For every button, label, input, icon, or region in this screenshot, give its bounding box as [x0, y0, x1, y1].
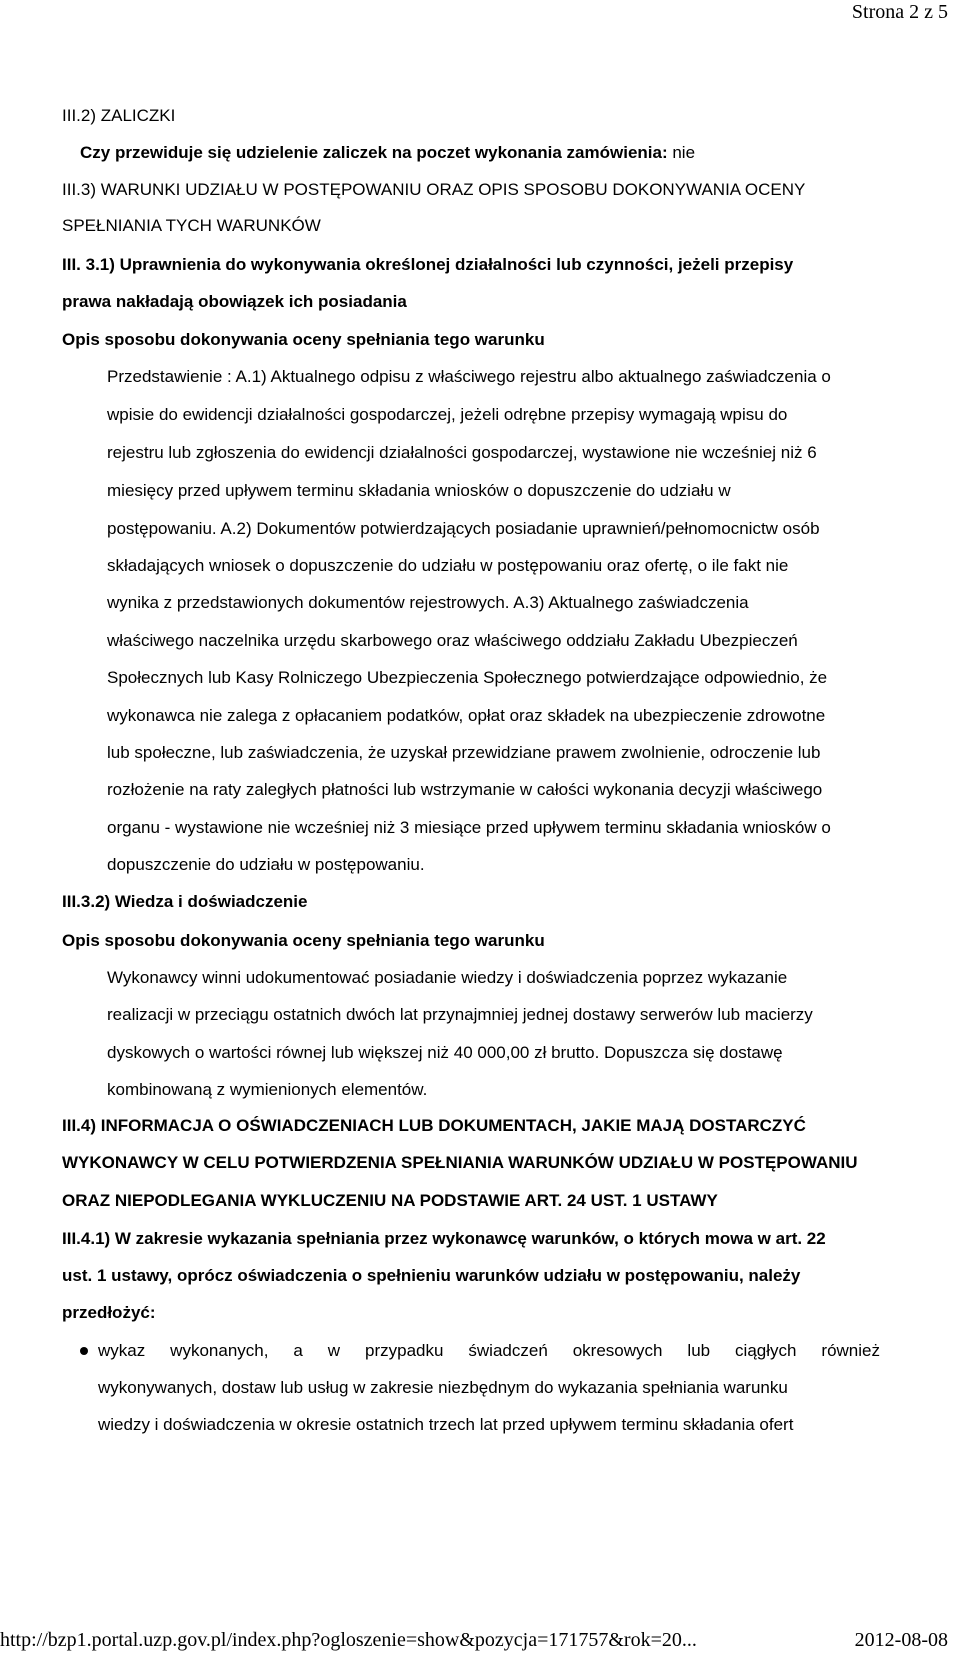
section-heading-warunki-line1: III.3) WARUNKI UDZIAŁU W POSTĘPOWANIU ORAZ OPIS SPOSOBU DOKONYWANIA OCENY	[62, 180, 806, 199]
footer-date: 2012-08-08	[854, 1629, 948, 1651]
section-heading-informacja-line2: WYKONAWCY W CELU POTWIERDZENIA SPEŁNIANIA WARUNKÓW UDZIAŁU W POSTĘPOWANIU	[62, 1153, 858, 1172]
subsection-heading-iii-4-1-line3: przedłożyć:	[62, 1303, 156, 1322]
text-line: postępowaniu. A.2) Dokumentów potwierdzających posiadanie uprawnień/pełnomocnictw osób	[107, 519, 820, 538]
section-heading-informacja-line3: ORAZ NIEPODLEGANIA WYKLUCZENIU NA PODSTAWIE ART. 24 UST. 1 USTAWY	[62, 1191, 718, 1210]
zaliczki-answer: nie	[667, 143, 696, 162]
text-line: Społecznych lub Kasy Rolniczego Ubezpieczenia Społecznego potwierdzające odpowiednio, że	[107, 668, 828, 687]
text-line: rejestru lub zgłoszenia do ewidencji działalności gospodarczej, wystawione nie wcześniej niż 6	[107, 443, 817, 462]
subsection-heading-uprawnienia-line2: prawa nakładają obowiązek ich posiadania	[62, 292, 407, 311]
zaliczki-question-label: Czy przewiduje się udzielenie zaliczek na poczet wykonania zamówienia:	[80, 143, 668, 162]
section-heading-zaliczki: III.2) ZALICZKI	[62, 106, 176, 125]
subsection-heading-wiedza: III.3.2) Wiedza i doświadczenie	[62, 892, 308, 911]
text-line: realizacji w przeciągu ostatnich dwóch lat przynajmniej jednej dostawy serwerów lub macierzy	[107, 1005, 813, 1024]
section-heading-informacja-line1: III.4) INFORMACJA O OŚWIADCZENIACH LUB DOKUMENTACH, JAKIE MAJĄ DOSTARCZYĆ	[62, 1116, 806, 1135]
opis-label-wiedza: Opis sposobu dokonywania oceny spełniania tego warunku	[62, 931, 545, 950]
section-heading-warunki-line2: SPEŁNIANIA TYCH WARUNKÓW	[62, 216, 321, 235]
bullet-dot-icon	[80, 1347, 88, 1355]
bullet-text-line: wiedzy i doświadczenia w okresie ostatnich trzech lat przed upływem terminu składania ofert	[98, 1415, 794, 1434]
text-line: składających wniosek o dopuszczenie do udziału w postępowaniu oraz ofertę, o ile fakt nie	[107, 556, 789, 575]
text-line: dopuszczenie do udziału w postępowaniu.	[107, 855, 425, 874]
zaliczki-question	[80, 143, 695, 163]
bullet-text-line: wykaz wykonanych, a w przypadku świadczeń okresowych lub ciągłych również	[98, 1341, 880, 1360]
text-line: Przedstawienie : A.1) Aktualnego odpisu z właściwego rejestru albo aktualnego zaświadczenia o	[107, 367, 831, 386]
text-line: dyskowych o wartości równej lub większej niż 40 000,00 zł brutto. Dopuszcza się dostawę	[107, 1043, 783, 1062]
subsection-heading-uprawnienia-line1: III. 3.1) Uprawnienia do wykonywania określonej działalności lub czynności, jeżeli przepisy	[62, 255, 794, 274]
text-line: lub społeczne, lub zaświadczenia, że uzyskał przewidziane prawem zwolnienie, odroczenie lub	[107, 743, 821, 762]
text-line: miesięcy przed upływem terminu składania wniosków o dopuszczenie do udziału w	[107, 481, 731, 500]
text-line: właściwego naczelnika urzędu skarbowego oraz właściwego oddziału Zakładu Ubezpieczeń	[107, 631, 798, 650]
text-line: wykonawca nie zalega z opłacaniem podatków, opłat oraz składek na ubezpieczenie zdrowotne	[107, 706, 826, 725]
opis-label-uprawnienia: Opis sposobu dokonywania oceny spełniania tego warunku	[62, 330, 545, 349]
bullet-text-line: wykonywanych, dostaw lub usług w zakresie niezbędnym do wykazania spełniania warunku	[98, 1378, 788, 1397]
text-line: wynika z przedstawionych dokumentów rejestrowych. A.3) Aktualnego zaświadczenia	[107, 593, 749, 612]
text-line: organu - wystawione nie wcześniej niż 3 miesiące przed upływem terminu składania wniosków o	[107, 818, 831, 837]
text-line: wpisie do ewidencji działalności gospodarczej, jeżeli odrębne przepisy wymagają wpisu do	[107, 405, 788, 424]
page-number: Strona 2 z 5	[851, 1, 948, 23]
subsection-heading-iii-4-1-line2: ust. 1 ustawy, oprócz oświadczenia o spełnieniu warunków udziału w postępowaniu, należy	[62, 1266, 801, 1285]
text-line: rozłożenie na raty zaległych płatności lub wstrzymanie w całości wykonania decyzji właściwego	[107, 780, 823, 799]
subsection-heading-iii-4-1-line1: III.4.1) W zakresie wykazania spełniania przez wykonawcę warunków, o których mowa w art. 22	[62, 1229, 826, 1248]
text-line: Wykonawcy winni udokumentować posiadanie wiedzy i doświadczenia poprzez wykazanie	[107, 968, 788, 987]
footer-url: http://bzp1.portal.uzp.gov.pl/index.php?ogloszenie=show&pozycja=171757&rok=20...	[0, 1629, 697, 1651]
text-line: kombinowaną z wymienionych elementów.	[107, 1080, 428, 1099]
